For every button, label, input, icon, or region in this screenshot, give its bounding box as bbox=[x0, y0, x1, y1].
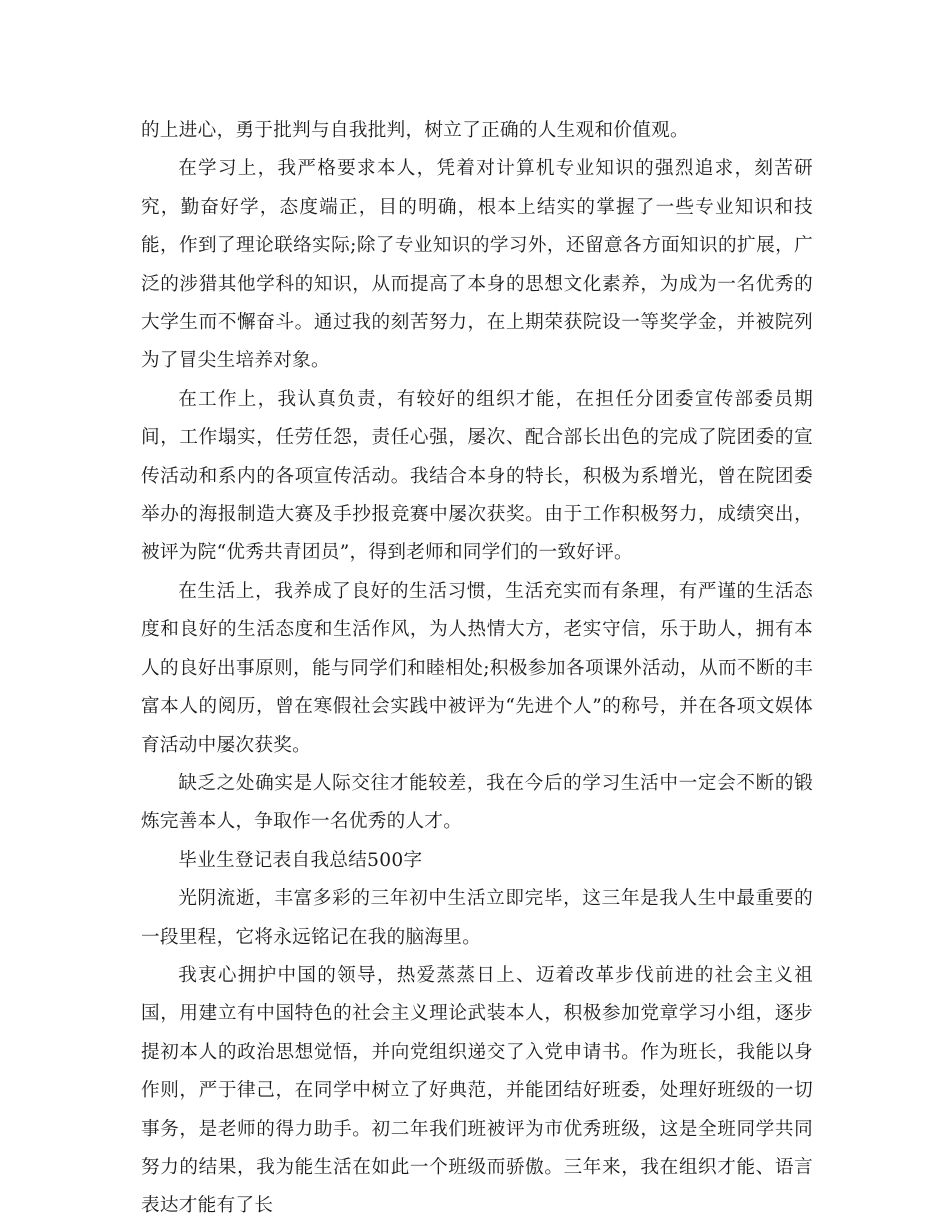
paragraph-life: 在生活上，我养成了良好的生活习惯，生活充实而有条理，有严谨的生活态度和良好的生活态度和生活作风，为人热情大方，老实守信，乐于助人，拥有本人的良好出事原则，能与同学们和睦相处;积极参加各项课外活动，从而不断的丰富本人的阅历，曾在寒假社会实践中被评为“先进个人”的称号，并在各项文娱体育活动中屡次获奖。 bbox=[141, 580, 813, 756]
paragraph-study: 在学习上，我严格要求本人，凭着对计算机专业知识的强烈追求，刻苦研究，勤奋好学，态度端正，目的明确，根本上结实的掌握了一些专业知识和技能，作到了理论联络实际;除了专业知识的学习外，还留意各方面知识的扩展，广泛的涉猎其他学科的知识，从而提高了本身的思想文化素养，为成为一名优秀的大学生而不懈奋斗。通过我的刻苦努力，在上期荣获院设一等奖学金，并被院列为了冒尖生培养对象。 bbox=[141, 158, 813, 372]
document-body bbox=[141, 112, 813, 1226]
paragraph-politics: 我衷心拥护中国的领导，热爱蒸蒸日上、迈着改革步伐前进的社会主义祖国，用建立有中国特色的社会主义理论武装本人，积极参加党章学习小组，逐步提初本人的政治思想觉悟，并向党组织递交了入党申请书。作为班长，我能以身作则，严于律己，在同学中树立了好典范，并能团结好班委，处理好班级的一切事务，是老师的得力助手。初二年我们班被评为市优秀班级，这是全班同学共同努力的结果，我为能生活在如此一个班级而骄傲。三年来，我在组织才能、语言表达才能有了长 bbox=[141, 964, 813, 1217]
paragraph-intro: 光阴流逝，丰富多彩的三年初中生活立即完毕，这三年是我人生中最重要的一段里程，它将永远铭记在我的脑海里。 bbox=[141, 888, 813, 948]
paragraph-shortcomings: 缺乏之处确实是人际交往才能较差，我在今后的学习生活中一定会不断的锻炼完善本人，争取作一名优秀的人才。 bbox=[141, 772, 813, 833]
paragraph-1: 的上进心，勇于批判与自我批判，树立了正确的人生观和价值观。 bbox=[141, 120, 689, 141]
paragraph-work: 在工作上，我认真负责，有较好的组织才能，在担任分团委宣传部委员期间，工作塌实，任劳任怨，责任心强，屡次、配合部长出色的完成了院团委的宣传活动和系内的各项宣传活动。我结合本身的特长，积极为系增光，曾在院团委举办的海报制造大赛及手抄报竞赛中屡次获奖。由于工作积极努力，成绩突出，被评为院“优秀共青团员”，得到老师和同学们的一致好评。 bbox=[141, 388, 813, 564]
section-heading: 毕业生登记表自我总结500字 bbox=[178, 849, 423, 871]
